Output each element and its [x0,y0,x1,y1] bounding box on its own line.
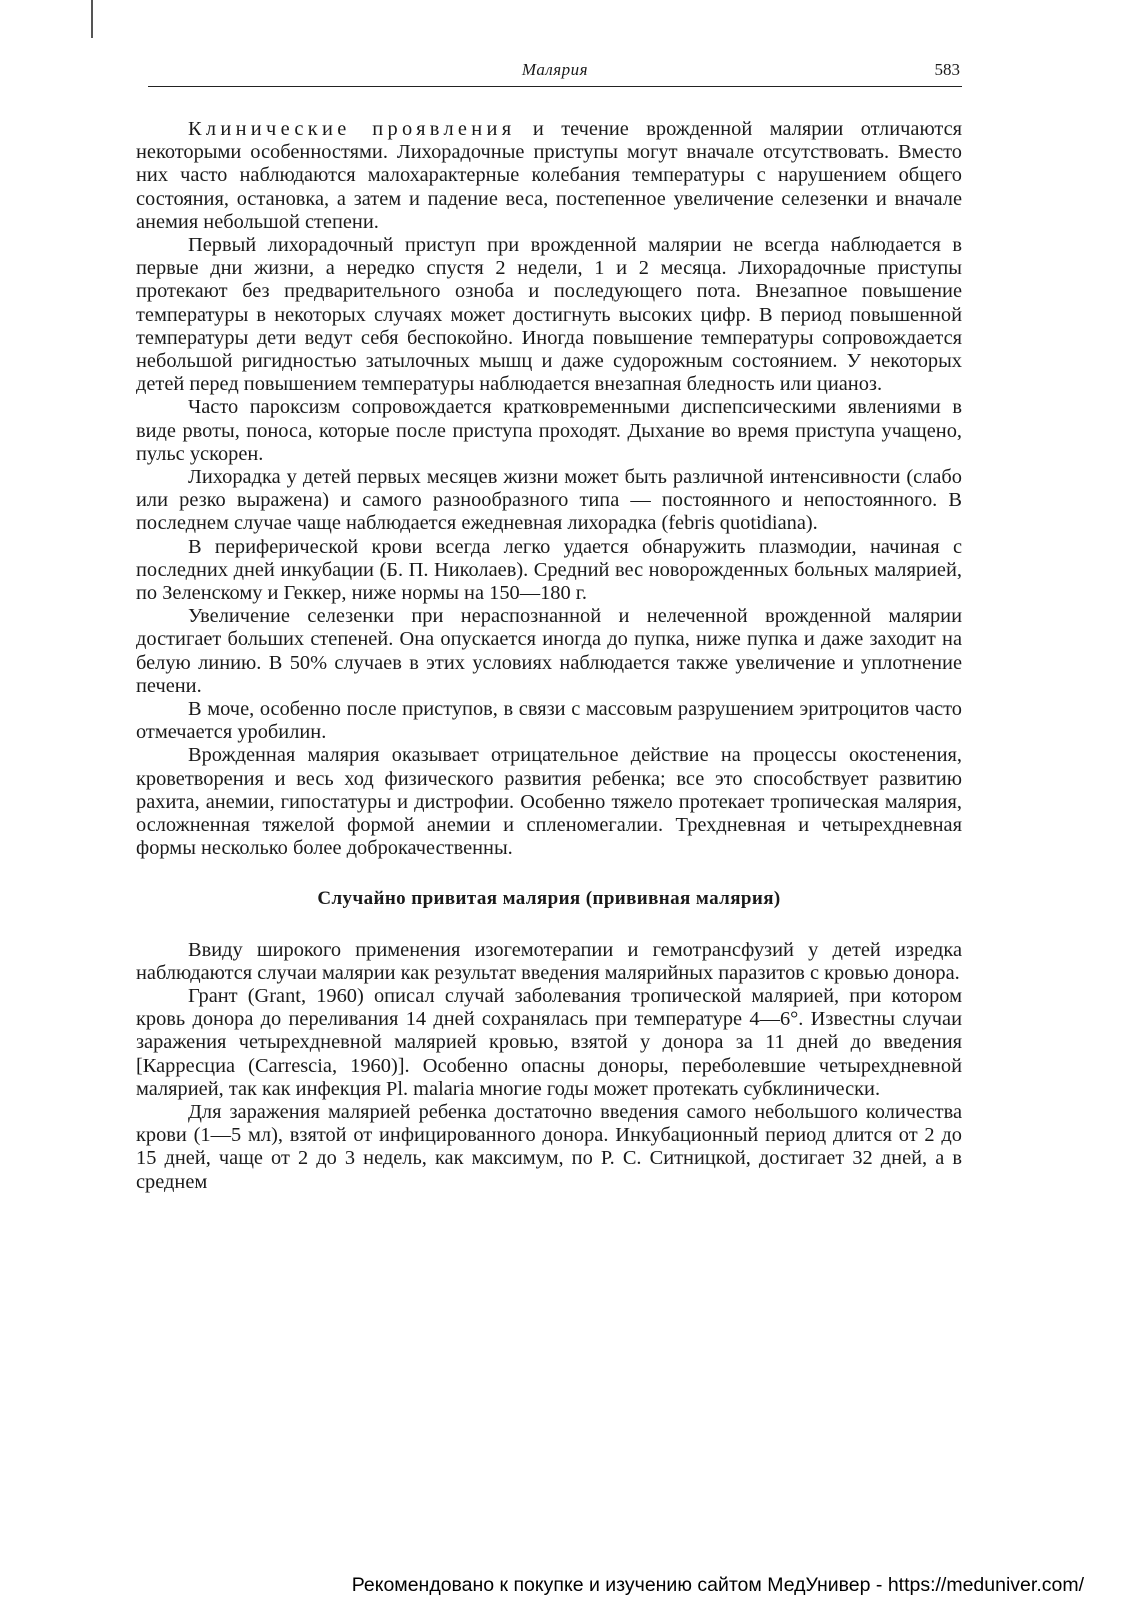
running-head [148,56,962,87]
paragraph-development: Врожденная малярия оказывает отрицательное действие на процессы окостенения, кроветворения и весь ход физического развития ребенка; все это способствует развитию рахита, анемии, гипостатуры и дистрофии. Особенно тяжело протекает тропическая малярия, осложненная тяжелой формой анемии и спленомегалии. Трехдневная и четырехдневная формы несколько более доброкачественны. [136,744,962,860]
footer-note: Рекомендовано к покупке и изучению сайтом МедУнивер - https://meduniver.com/ [351,1574,1084,1596]
paragraph-grant: Грант (Grant, 1960) описал случай заболевания тропической малярией, при котором кровь донора до переливания 14 дней сохранялась при температуре 4—6°. Известны случаи заражения четырехдневной малярией кровью, взятой у донора за 11 дней до введения [Карресциа (Carrescia, 1960)]. Особенно опасны доноры, переболевшие четырехдневной малярией, так как инфекция Pl. malaria многие годы может протекать субклинически. [136,984,962,1100]
paragraph-spleen: Увеличение селезенки при нераспознанной и нелеченной врожденной малярии достигает больших степеней. Она опускается иногда до пупка, ниже пупка и даже заходит на белую линию. В 50% случаев в этих условиях наблюдается также увеличение и уплотнение печени. [136,605,962,697]
paragraph-transfusion: Ввиду широкого применения изогемотерапии и гемотрансфузий у детей изредка наблюдаются случаи малярии как результат введения малярийных паразитов с кровью донора. [136,938,962,984]
spaced-lead: Клинические проявления [188,118,516,140]
paragraph-fever: Лихорадка у детей первых месяцев жизни может быть различной интенсивности (слабо или резко выражена) и самого разнообразного типа — постоянного и непостоянного. В последнем случае чаще наблюдается ежедневная лихорадка (febris quotidiana). [136,466,962,535]
running-title: Малярия [521,60,589,79]
section-heading: Случайно привитая малярия (прививная малярия) [317,887,781,909]
binding-mark [91,0,93,38]
paragraph-urine: В моче, особенно после приступов, в связи с массовым разрушением эритроцитов часто отмечается уробилин. [136,698,962,744]
paragraph-infection: Для заражения малярией ребенка достаточно введения самого небольшого количества крови (1—5 мл), взятой от инфицированного донора. Инкубационный период длится от 2 до 15 дней, чаще от 2 до 3 недель, как максимум, по Р. С. Ситницкой, достигает 32 дней, а в среднем [136,1100,962,1193]
paragraph-clinical [136,118,962,234]
paragraph-blood: В периферической крови всегда легко удается обнаружить плазмодии, начиная с последних дней инкубации (Б. П. Николаев). Средний вес новорожденных больных малярией, по Зеленскому и Геккер, ниже нормы на 150—180 г. [136,535,962,605]
text-body [136,118,962,1194]
paragraph-first-attack: Первый лихорадочный приступ при врожденной малярии не всегда наблюдается в первые дни жизни, а нередко спустя 2 недели, 1 и 2 месяца. Лихорадочные приступы протекают без предварительного озноба и последующего пота. Внезапное повышение температуры в некоторых случаях может достигнуть высоких цифр. В период повышенной температуры дети ведут себя беспокойно. Иногда повышение температуры сопровождается небольшой ригидностью затылочных мышц и даже судорожным состоянием. У некоторых детей перед повышением температуры наблюдается внезапная бледность или цианоз. [136,234,962,396]
paragraph-clinical-text: и течение врожденной малярии отличаются некоторыми особенностями. Лихорадочные приступы могут вначале отсутствовать. Вместо них часто наблюдаются малохарактерные колебания температуры с нарушением общего состояния, остановка, а затем и падение веса, постепенное увеличение селезенки и вначале анемия небольшой степени. [136,118,962,233]
paragraph-paroxysm: Часто пароксизм сопровождается кратковременными диспепсическими явлениями в виде рвоты, поноса, которые после приступа проходят. Дыхание во время приступа учащено, пульс ускорен. [136,396,962,465]
page-number: 583 [934,60,960,79]
